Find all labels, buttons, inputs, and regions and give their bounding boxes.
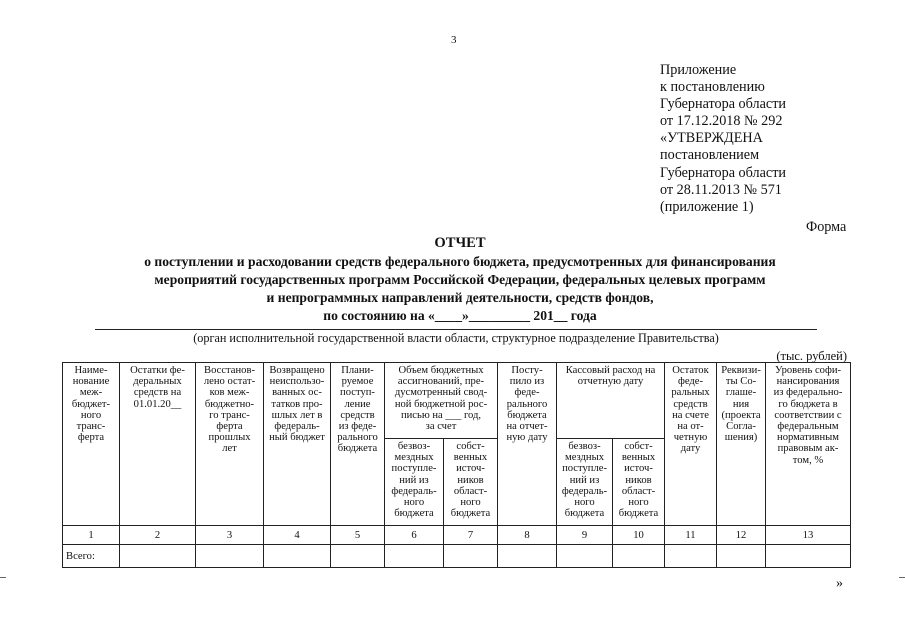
total-cell (766, 545, 851, 568)
closing-quote: » (836, 576, 843, 591)
column-number: 5 (331, 526, 385, 545)
column-number: 4 (264, 526, 331, 545)
total-cell (264, 545, 331, 568)
report-table (62, 362, 851, 568)
annex-line: к постановлению (660, 79, 765, 96)
total-label: Всего: (63, 545, 120, 568)
column-number: 8 (498, 526, 557, 545)
report-title-line: о поступлении и расходовании средств федерального бюджета, предусмотренных для финансирования (144, 254, 776, 269)
total-cell (613, 545, 665, 568)
column-number: 7 (444, 526, 498, 545)
report-title-line: по состоянию на «____»_________ 201__ года (323, 308, 597, 323)
annex-line: Губернатора области (660, 96, 786, 113)
page-number: 3 (451, 34, 457, 46)
total-cell (331, 545, 385, 568)
header-cell: Реквизи- ты Со- глаше- ния (проекта Согла- шения) (717, 363, 766, 526)
header-cell: Уровень софи- нансирования из федерально- го бюджета в соответствии с федеральным нормативным правовым ак- том, % (766, 363, 851, 526)
report-title-main: ОТЧЕТ (434, 235, 486, 251)
report-title (60, 233, 860, 325)
annex-line: Губернатора области (660, 164, 786, 181)
header-cell: Остатки фе- деральных средств на 01.01.20__ (120, 363, 196, 526)
column-number: 13 (766, 526, 851, 545)
annex-line: Приложение (660, 62, 737, 78)
annex-line: (приложение 1) (660, 198, 754, 215)
edge-mark-left (0, 577, 6, 578)
header-cell: Наиме- нование меж- бюджет- ного транс- ферта (63, 363, 120, 526)
column-number: 3 (196, 526, 264, 545)
report-title-line: мероприятий государственных программ Российской Федерации, федеральных целевых программ (154, 272, 766, 287)
column-number: 9 (557, 526, 613, 545)
annex-line: от 28.11.2013 № 571 (660, 181, 782, 198)
total-cell (385, 545, 444, 568)
total-cell (717, 545, 766, 568)
header-cell: Восстанов- лено остат- ков меж- бюджетно- го транс- ферта прошлых лет (196, 363, 264, 526)
column-number: 6 (385, 526, 444, 545)
total-cell (665, 545, 717, 568)
header-cell: Возвращено неиспользо- ванных ос- татков про- шлых лет в федераль- ный бюджет (264, 363, 331, 526)
header-group-cell: Объем бюджетных ассигнований, пре- дусмотренный свод- ной бюджетной рос- писью на ___ год, за счет (385, 363, 498, 439)
subheader-cell: собст- венных источ- ников област- ного бюджета (613, 439, 665, 526)
header-cell: Остаток феде- ральных средств на счете на от- четную дату (665, 363, 717, 526)
units-label: (тыс. рублей) (776, 349, 847, 363)
subheader-cell: безвоз- мездных поступле- ний из федераль- ного бюджета (557, 439, 613, 526)
total-cell (196, 545, 264, 568)
column-number: 10 (613, 526, 665, 545)
subheader-cell: собст- венных источ- ников област- ного бюджета (444, 439, 498, 526)
column-number: 1 (63, 526, 120, 545)
report-title-line: и непрограммных направлений деятельности, средств фондов, (266, 290, 654, 305)
total-cell (120, 545, 196, 568)
total-row (63, 545, 851, 568)
header-cell: Плани- руемое поступ- ление средств из феде- рального бюджета (331, 363, 385, 526)
annex-line: от 17.12.2018 № 292 (660, 113, 783, 130)
annex-line: постановлением (660, 147, 760, 164)
total-cell (557, 545, 613, 568)
column-number: 2 (120, 526, 196, 545)
org-caption: (орган исполнительной государственной власти области, структурное подразделение Правительства) (193, 331, 719, 345)
edge-mark-right (899, 577, 905, 578)
form-label: Форма (806, 219, 847, 235)
annex-line: «УТВЕРЖДЕНА (660, 130, 763, 147)
total-cell (444, 545, 498, 568)
column-number: 11 (665, 526, 717, 545)
org-fill-line (95, 329, 817, 330)
column-number-row (63, 526, 851, 545)
header-group-cell: Кассовый расход на отчетную дату (557, 363, 665, 439)
header-cell: Посту- пило из феде- рального бюджета на отчет- ную дату (498, 363, 557, 526)
annex-block (660, 62, 786, 216)
header-row (63, 363, 851, 439)
total-cell (498, 545, 557, 568)
column-number: 12 (717, 526, 766, 545)
subheader-cell: безвоз- мездных поступле- ний из федераль- ного бюджета (385, 439, 444, 526)
